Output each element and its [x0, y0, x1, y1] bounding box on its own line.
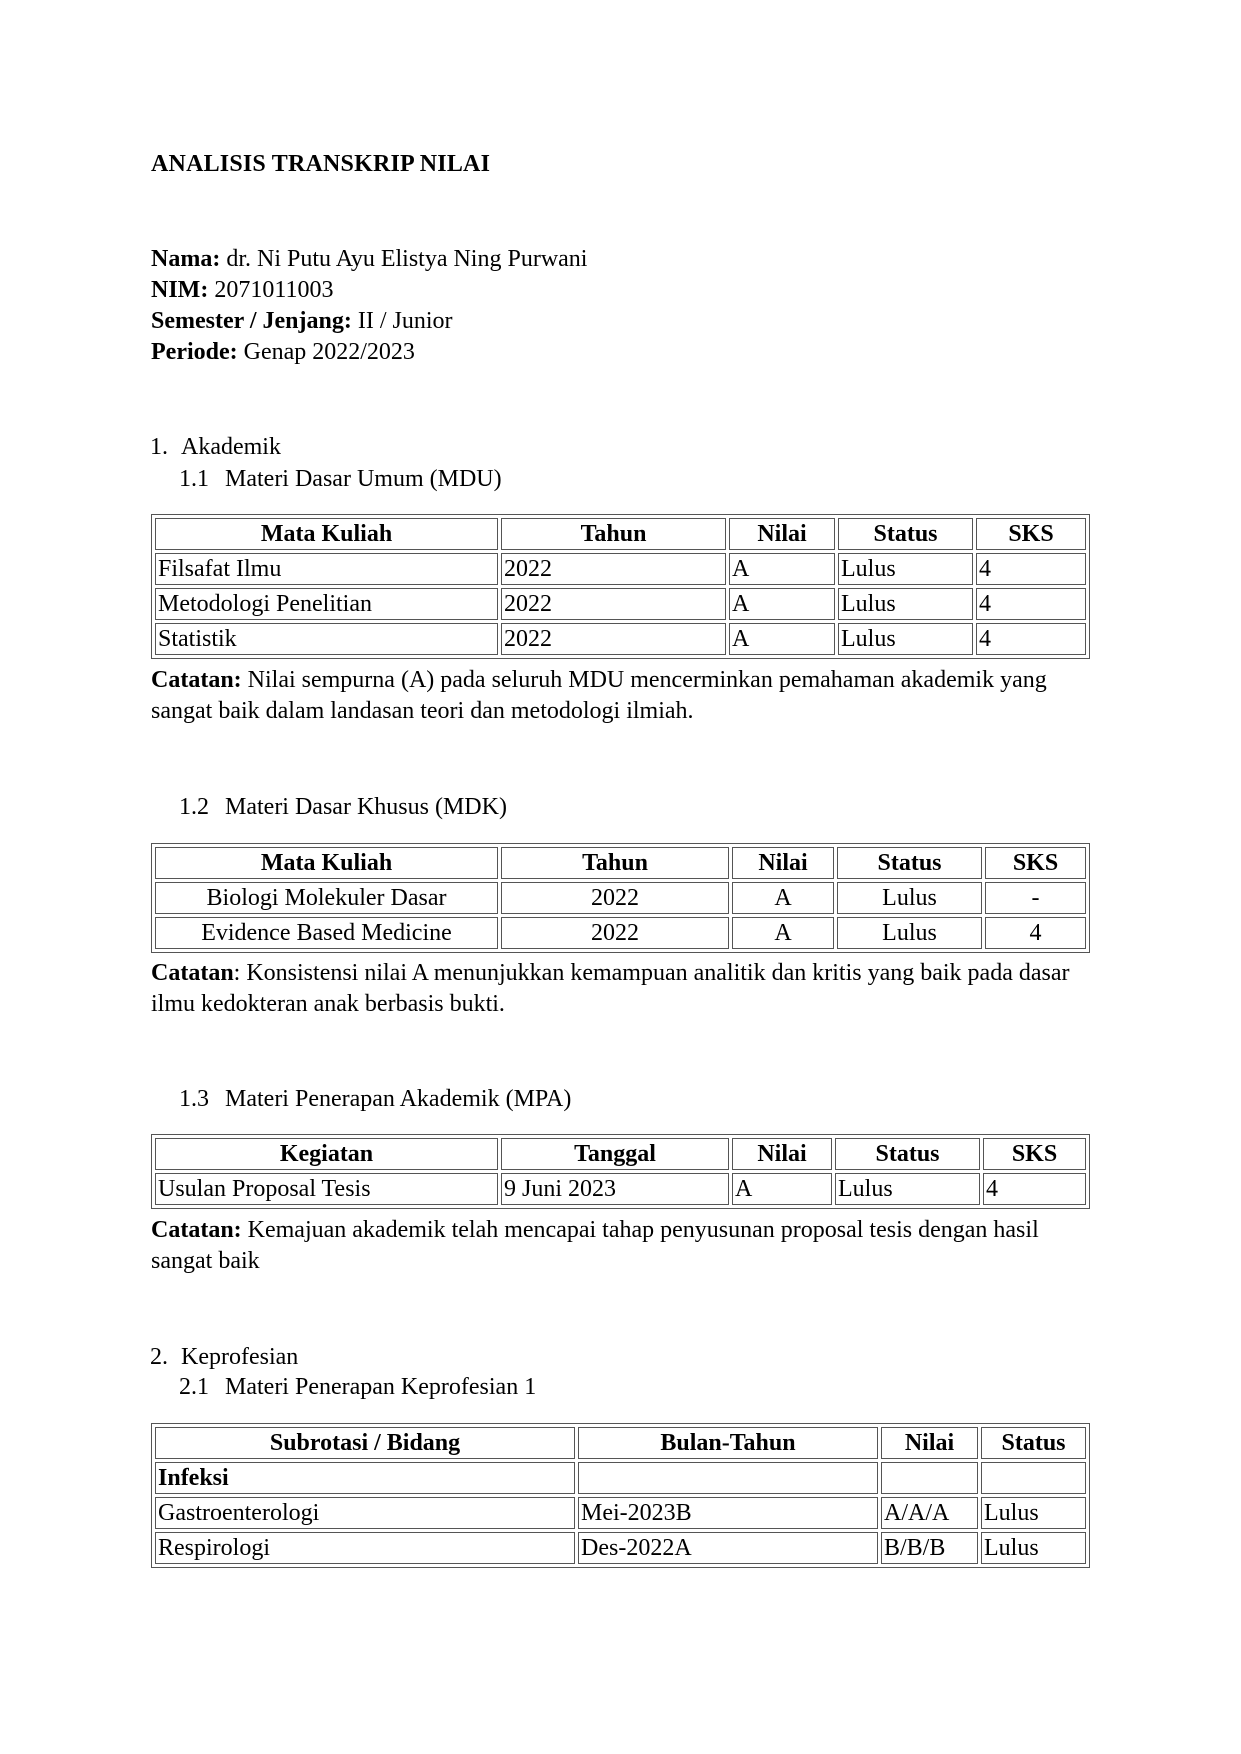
mdu-heading: Materi Dasar Umum (MDU) — [225, 466, 502, 492]
note-label: Catatan: — [151, 1217, 242, 1243]
cell: 2022 — [501, 882, 729, 914]
col-header: Mata Kuliah — [155, 847, 498, 879]
mpk-heading: Materi Penerapan Keprofesian 1 — [225, 1374, 537, 1400]
col-header: Tanggal — [501, 1138, 729, 1170]
mpa-table — [151, 1134, 1090, 1209]
note-label: Catatan: — [151, 667, 242, 693]
cell: Metodologi Penelitian — [155, 588, 498, 620]
table-header-row — [155, 847, 1086, 879]
cell: 4 — [983, 1173, 1086, 1205]
cell: A — [729, 553, 835, 585]
nama-line — [151, 244, 587, 275]
cell: Biologi Molekuler Dasar — [155, 882, 498, 914]
mpk-heading-num: 2.1 — [179, 1374, 209, 1400]
nim-value: 2071011003 — [214, 277, 334, 303]
cell: Lulus — [837, 917, 982, 949]
cell: 2022 — [501, 588, 726, 620]
cell: B/B/B — [881, 1532, 978, 1564]
col-header: SKS — [985, 847, 1086, 879]
table-header-row — [155, 1427, 1086, 1459]
mpa-note — [151, 1215, 1101, 1277]
col-header: Nilai — [881, 1427, 978, 1459]
mdk-note — [151, 958, 1101, 1020]
note-label: Catatan — [151, 960, 234, 986]
cell: A — [729, 623, 835, 655]
mdu-note — [151, 665, 1101, 727]
cell: 2022 — [501, 917, 729, 949]
cell: 4 — [985, 917, 1086, 949]
mdu-heading-num: 1.1 — [179, 466, 209, 492]
cell: Lulus — [837, 882, 982, 914]
document-title: ANALISIS TRANSKRIP NILAI — [151, 151, 491, 177]
col-header: Mata Kuliah — [155, 518, 498, 550]
table-row — [155, 588, 1086, 620]
table-group-row — [155, 1462, 1086, 1494]
cell: 4 — [976, 553, 1086, 585]
cell: A/A/A — [881, 1497, 978, 1529]
table-row — [155, 1173, 1086, 1205]
cell: Lulus — [835, 1173, 980, 1205]
table-row — [155, 1497, 1086, 1529]
cell: Filsafat Ilmu — [155, 553, 498, 585]
col-header: Status — [838, 518, 973, 550]
periode-line — [151, 337, 415, 368]
table-row — [155, 917, 1086, 949]
empty-cell — [578, 1462, 878, 1494]
mdk-heading: Materi Dasar Khusus (MDK) — [225, 794, 507, 820]
cell: 4 — [976, 588, 1086, 620]
cell: Statistik — [155, 623, 498, 655]
table-header-row — [155, 518, 1086, 550]
mdu-table — [151, 514, 1090, 659]
empty-cell — [881, 1462, 978, 1494]
periode-label: Periode: — [151, 339, 238, 365]
cell: Gastroenterologi — [155, 1497, 575, 1529]
cell: 9 Juni 2023 — [501, 1173, 729, 1205]
cell: Lulus — [981, 1532, 1086, 1564]
col-header: Tahun — [501, 518, 726, 550]
cell: Evidence Based Medicine — [155, 917, 498, 949]
note-text: Nilai sempurna (A) pada seluruh MDU mencerminkan pemahaman akademik yang sangat baik dalam landasan teori dan metodologi ilmiah. — [151, 667, 1047, 724]
table-header-row — [155, 1138, 1086, 1170]
table-row — [155, 623, 1086, 655]
col-header: Status — [837, 847, 982, 879]
section-1-label: Akademik — [181, 434, 281, 460]
group-cell: Infeksi — [155, 1462, 575, 1494]
mpk-table — [151, 1423, 1090, 1568]
section-2-num: 2. — [150, 1344, 168, 1370]
col-header: SKS — [976, 518, 1086, 550]
cell: Lulus — [838, 588, 973, 620]
nim-label: NIM: — [151, 277, 209, 303]
col-header: Tahun — [501, 847, 729, 879]
cell: A — [729, 588, 835, 620]
cell: Mei-2023B — [578, 1497, 878, 1529]
mdk-heading-num: 1.2 — [179, 794, 209, 820]
table-row — [155, 553, 1086, 585]
cell: A — [732, 882, 834, 914]
col-header: Subrotasi / Bidang — [155, 1427, 575, 1459]
cell: 4 — [976, 623, 1086, 655]
col-header: Nilai — [729, 518, 835, 550]
cell: A — [732, 917, 834, 949]
col-header: Status — [835, 1138, 980, 1170]
empty-cell — [981, 1462, 1086, 1494]
col-header: Nilai — [732, 847, 834, 879]
periode-value: Genap 2022/2023 — [243, 339, 415, 365]
cell: Lulus — [981, 1497, 1086, 1529]
cell: Des-2022A — [578, 1532, 878, 1564]
nama-value: dr. Ni Putu Ayu Elistya Ning Purwani — [226, 246, 588, 272]
nim-line — [151, 275, 333, 306]
table-row — [155, 882, 1086, 914]
note-text: Kemajuan akademik telah mencapai tahap penyusunan proposal tesis dengan hasil sangat baik — [151, 1217, 1039, 1274]
mdk-table — [151, 843, 1090, 953]
semester-label: Semester / Jenjang: — [151, 308, 352, 334]
section-2-label: Keprofesian — [181, 1344, 299, 1370]
cell: Usulan Proposal Tesis — [155, 1173, 498, 1205]
table-row — [155, 1532, 1086, 1564]
mpa-heading: Materi Penerapan Akademik (MPA) — [225, 1086, 572, 1112]
semester-line — [151, 306, 453, 337]
cell: Respirologi — [155, 1532, 575, 1564]
cell: Lulus — [838, 623, 973, 655]
cell: - — [985, 882, 1086, 914]
semester-value: II / Junior — [357, 308, 453, 334]
cell: 2022 — [501, 553, 726, 585]
col-header: SKS — [983, 1138, 1086, 1170]
mpa-heading-num: 1.3 — [179, 1086, 209, 1112]
section-1-num: 1. — [150, 434, 168, 460]
col-header: Nilai — [732, 1138, 832, 1170]
cell: Lulus — [838, 553, 973, 585]
cell: 2022 — [501, 623, 726, 655]
col-header: Bulan-Tahun — [578, 1427, 878, 1459]
col-header: Kegiatan — [155, 1138, 498, 1170]
col-header: Status — [981, 1427, 1086, 1459]
nama-label: Nama: — [151, 246, 221, 272]
cell: A — [732, 1173, 832, 1205]
note-text: : Konsistensi nilai A menunjukkan kemampuan analitik dan kritis yang baik pada dasar ilmu kedokteran anak berbasis bukti. — [151, 960, 1070, 1017]
